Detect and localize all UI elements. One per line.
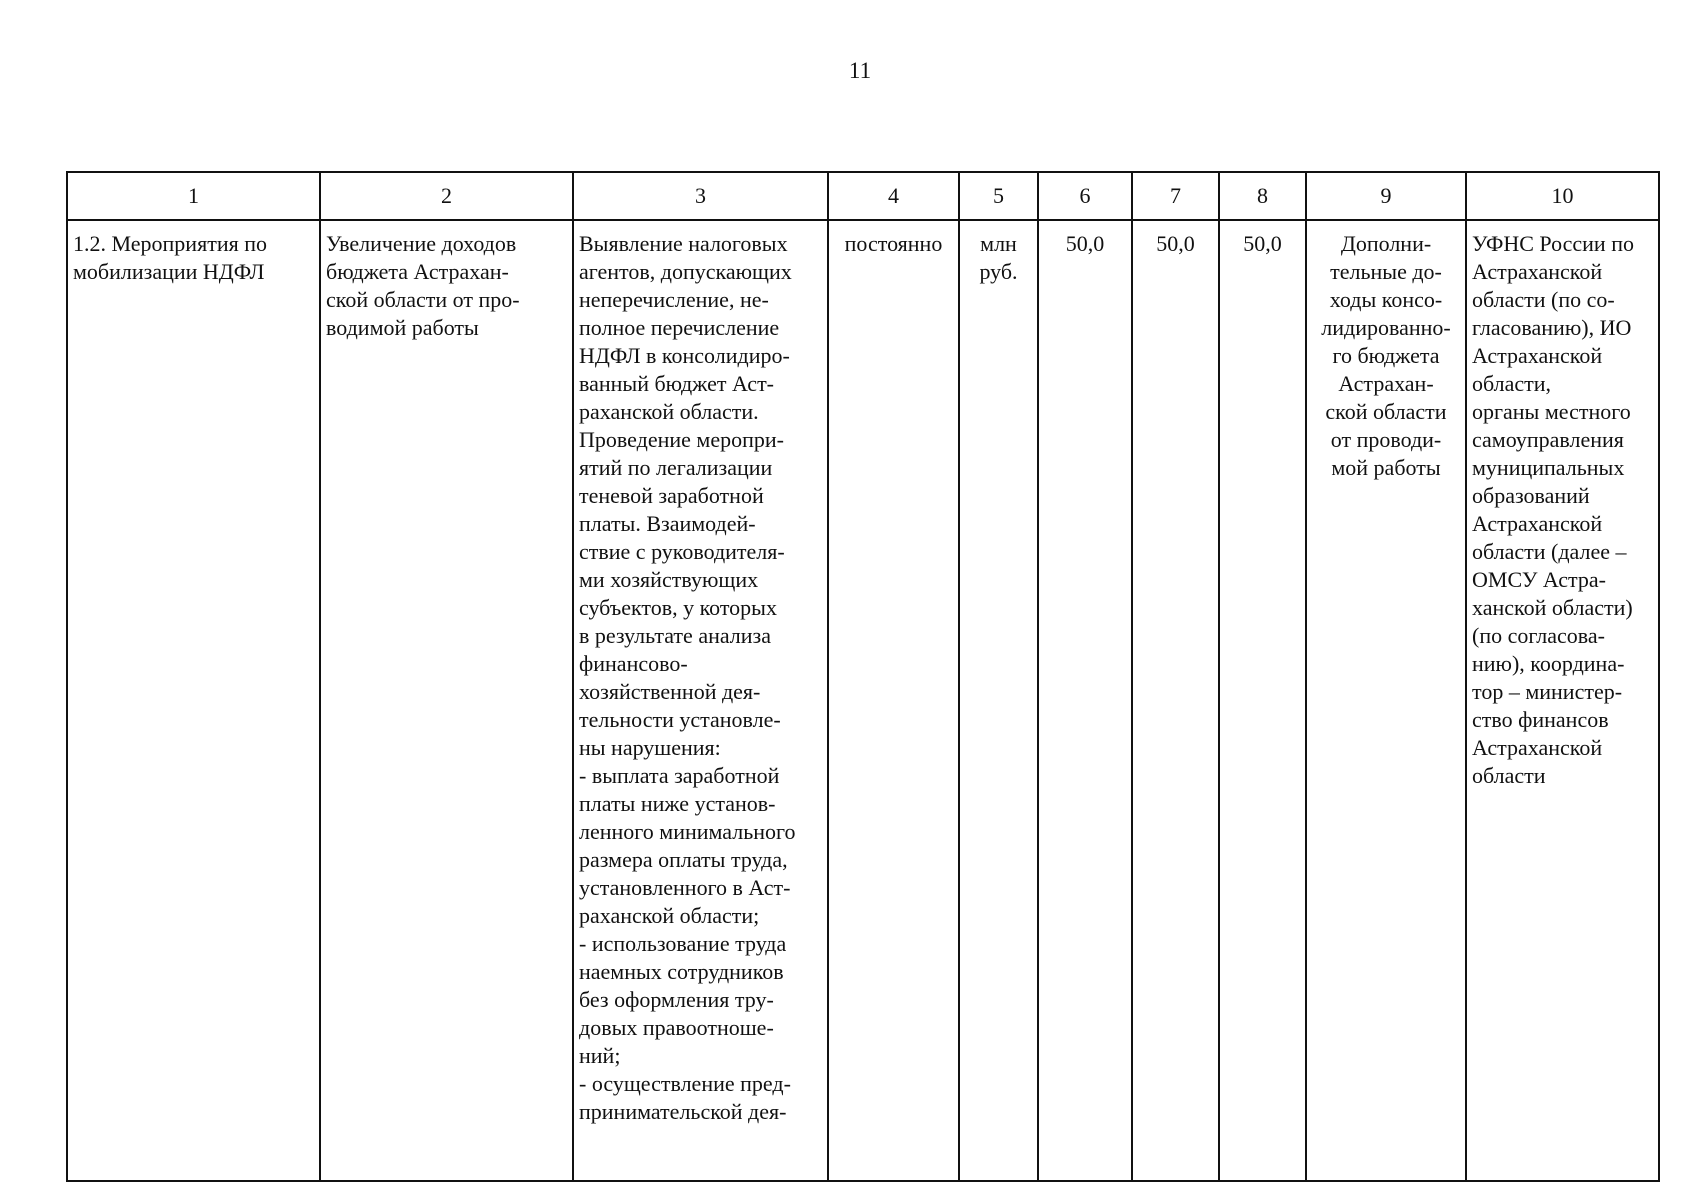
responsible-text: УФНС России по Астраханской области (по со- гласованию), ИО Астраханской области, органы местного самоуправления муниципальных образований Астраханской области (далее – ОМСУ Астра- ханской области) (по согласова- нию), координа- тор – министер- ство финансов Астраханской области — [1472, 231, 1634, 788]
value-6: 50,0 — [1065, 231, 1105, 256]
value-cell-8 — [1219, 220, 1306, 1181]
column-header-8: 8 — [1219, 172, 1306, 220]
responsible-cell — [1466, 220, 1659, 1181]
column-header-2: 2 — [320, 172, 573, 220]
actions-cell — [573, 220, 828, 1181]
measures-table — [66, 171, 1660, 1182]
column-header-1: 1 — [67, 172, 320, 220]
result-text: Дополни- тельные до- ходы консо- лидированно- го бюджета Астрахан- ской области от проводи- мой работы — [1321, 231, 1451, 480]
value-7: 50,0 — [1156, 231, 1195, 256]
column-header-5: 5 — [959, 172, 1038, 220]
column-header-4: 4 — [828, 172, 959, 220]
value-cell-6 — [1038, 220, 1132, 1181]
page-number: 11 — [848, 58, 872, 83]
term-cell — [828, 220, 959, 1181]
unit-text: млн руб. — [979, 231, 1018, 284]
column-header-6: 6 — [1038, 172, 1132, 220]
goal-text: Увеличение доходов бюджета Астрахан- ской области от про- водимой работы — [326, 231, 520, 340]
actions-text: Выявление налоговых агентов, допускающих неперечисление, не- полное перечисление НДФЛ в консолидиро- ванный бюджет Аст- раханской области. Проведение меропри- ятий по легализации теневой заработной платы. Взаимодей- ствие с руководителя- ми хозяйствующих субъектов, у которых в результате анализа финансово- хозяйственной дея- тельности установле- ны нарушения: - выплата заработной платы ниже установ- ленного минимального размера оплаты труда, установленного в Аст- раханской области; - использование труда наемных сотрудников без оформления тру- довых правоотноше- ний; - осуществление пред- принимательской дея- — [579, 231, 796, 1124]
table-row — [67, 220, 1659, 1181]
result-cell — [1306, 220, 1466, 1181]
table-header-row — [67, 172, 1659, 220]
column-header-7: 7 — [1132, 172, 1219, 220]
value-8: 50,0 — [1243, 231, 1282, 256]
column-header-9: 9 — [1306, 172, 1466, 220]
measure-name-cell — [67, 220, 320, 1181]
value-cell-7 — [1132, 220, 1219, 1181]
goal-cell — [320, 220, 573, 1181]
measure-name: 1.2. Мероприятия по мобилизации НДФЛ — [73, 231, 267, 284]
term-text: постоянно — [844, 231, 943, 256]
column-header-3: 3 — [573, 172, 828, 220]
unit-cell — [959, 220, 1038, 1181]
column-header-10: 10 — [1466, 172, 1659, 220]
